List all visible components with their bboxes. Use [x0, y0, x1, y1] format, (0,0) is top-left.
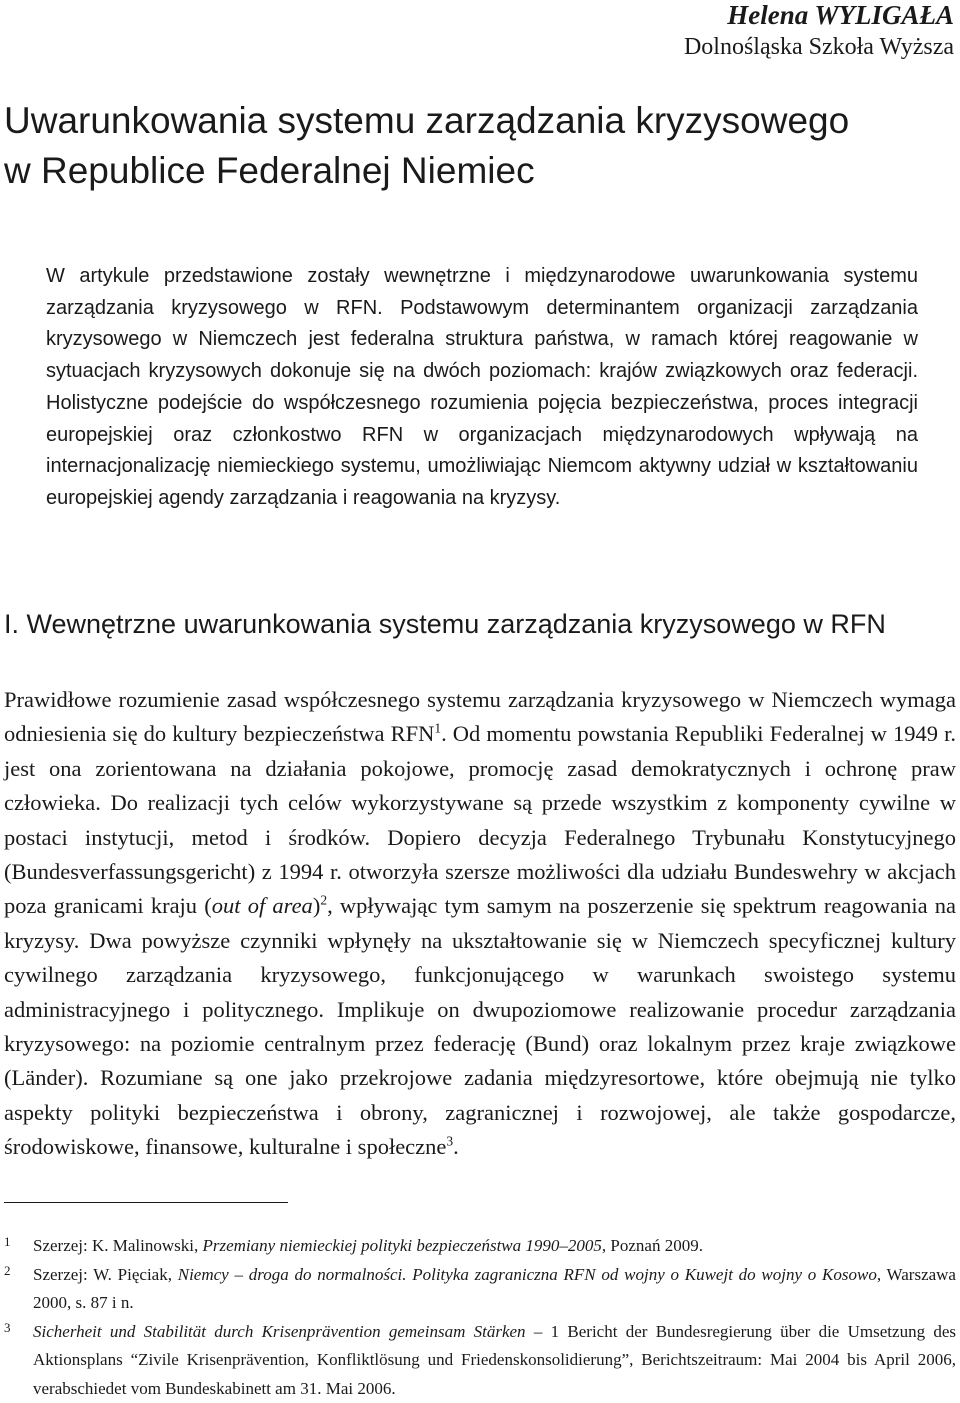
footnotes [4, 1232, 956, 1403]
footnote-number: 2 [4, 1261, 33, 1318]
paragraph-italic: out of area [212, 893, 313, 918]
footnote-text-segment: , Poznań 2009. [602, 1236, 703, 1255]
footnote-ref-1[interactable]: 1 [434, 721, 441, 736]
article-title-line2: w Republice Federalnej Niemiec [4, 150, 535, 191]
section-heading: I. Wewnętrzne uwarunkowania systemu zarządzania kryzysowego w RFN [4, 604, 954, 644]
footnote-number: 3 [4, 1318, 33, 1403]
article-title [4, 96, 954, 196]
footnote-italic: Przemiany niemieckiej polityki bezpieczeństwa 1990–2005 [203, 1236, 602, 1255]
footnote-text [33, 1318, 956, 1403]
paragraph-segment: . [453, 1134, 459, 1159]
footnote-3 [4, 1318, 956, 1403]
footnote-text-segment: – 1 Bericht der Bundesregierung über die Umsetzung des Aktionsplans “Zivile Krisenprävention, Konfliktlösung und Friedenskonsolidierung”, Berichtszeitraum: Mai 2004 bis April 2006, verabschiedet vom Bundeskabinett am 31. Mai 2006. [33, 1322, 956, 1398]
footnote-text-segment: , Warszawa 2000, s. 87 i n. [33, 1265, 956, 1313]
footnote-text [33, 1232, 956, 1261]
author-name: Helena WYLIGAŁA [684, 0, 954, 30]
footnote-italic: Sicherheit und Stabilität durch Krisenprävention gemeinsam Stärken [33, 1322, 526, 1341]
paragraph-segment: Prawidłowe rozumienie zasad współczesnego systemu zarządzania kryzysowego w Niemczech wymaga odniesienia się do kultury bezpieczeństwa RFN [4, 687, 956, 746]
footnote-text-segment: Szerzej: W. Pięciak, [33, 1265, 178, 1284]
footnote-number: 1 [4, 1232, 33, 1261]
footnote-ref-3[interactable]: 3 [446, 1134, 453, 1149]
paragraph-segment: ) [313, 893, 321, 918]
footnote-ref-2[interactable]: 2 [320, 893, 327, 908]
abstract: W artykule przedstawione zostały wewnętrzne i międzynarodowe uwarunkowania systemu zarządzania kryzysowego w RFN. Podstawowym determinantem organizacji zarządzania kryzysowego w Niemczech jest federalna struktura państwa, w ramach której reagowanie w sytuacjach kryzysowych dokonuje się na dwóch poziomach: krajów związkowych oraz federacji. Holistyczne podejście do współczesnego rozumienia pojęcia bezpieczeństwa, proces integracji europejskiej oraz członkostwo RFN w organizacjach międzynarodowych wpływają na internacjonalizację niemieckiego systemu, umożliwiając Niemcom aktywny udział w kształtowaniu europejskiej agendy zarządzania i reagowania na kryzysy. [46, 261, 918, 515]
footnote-divider [4, 1202, 288, 1203]
footnote-text [33, 1261, 956, 1318]
author-affiliation: Dolnośląska Szkoła Wyższa [684, 32, 954, 62]
article-title-line1: Uwarunkowania systemu zarządzania kryzysowego [4, 100, 849, 141]
author-block [684, 0, 954, 62]
paragraph-segment: , wpływając tym samym na poszerzenie się spektrum reagowania na kryzysy. Dwa powyższe czynniki wpłynęły na ukształtowanie się w Niemczech specyficznej kultury cywilnego zarządzania kryzysowego, funkcjonującego w warunkach swoistego systemu administracyjnego i politycznego. Implikuje on dwupoziomowe realizowanie procedur zarządzania kryzysowego: na poziomie centralnym przez federację (Bund) oraz lokalnym przez kraje związkowe (Länder). Rozumiane są one jako przekrojowe zadania międzyresortowe, które obejmują nie tylko aspekty polityki bezpieczeństwa i obrony, zagranicznej i rozwojowej, ale także gospodarcze, środowiskowe, finansowe, kulturalne i społeczne [4, 893, 956, 1159]
paragraph-segment: . Od momentu powstania Republiki Federalnej w 1949 r. jest ona zorientowana na działania pokojowe, promocję zasad demokratycznych i ochronę praw człowieka. Do realizacji tych celów wykorzystywane są przede wszystkim z komponenty cywilne w postaci instytucji, metod i środków. Dopiero decyzja Federalnego Trybunału Konstytucyjnego (Bundesverfassungsgericht) z 1994 r. otworzyła szersze możliwości dla udziału Bundeswehry w akcjach poza granicami kraju ( [4, 721, 956, 918]
footnote-text-segment: Szerzej: K. Malinowski, [33, 1236, 203, 1255]
body-paragraph [4, 683, 956, 1165]
footnote-1 [4, 1232, 956, 1261]
footnote-italic: Niemcy – droga do normalności. Polityka zagraniczna RFN od wojny o Kuwejt do wojny o Kosowo [178, 1265, 877, 1284]
footnote-2 [4, 1261, 956, 1318]
